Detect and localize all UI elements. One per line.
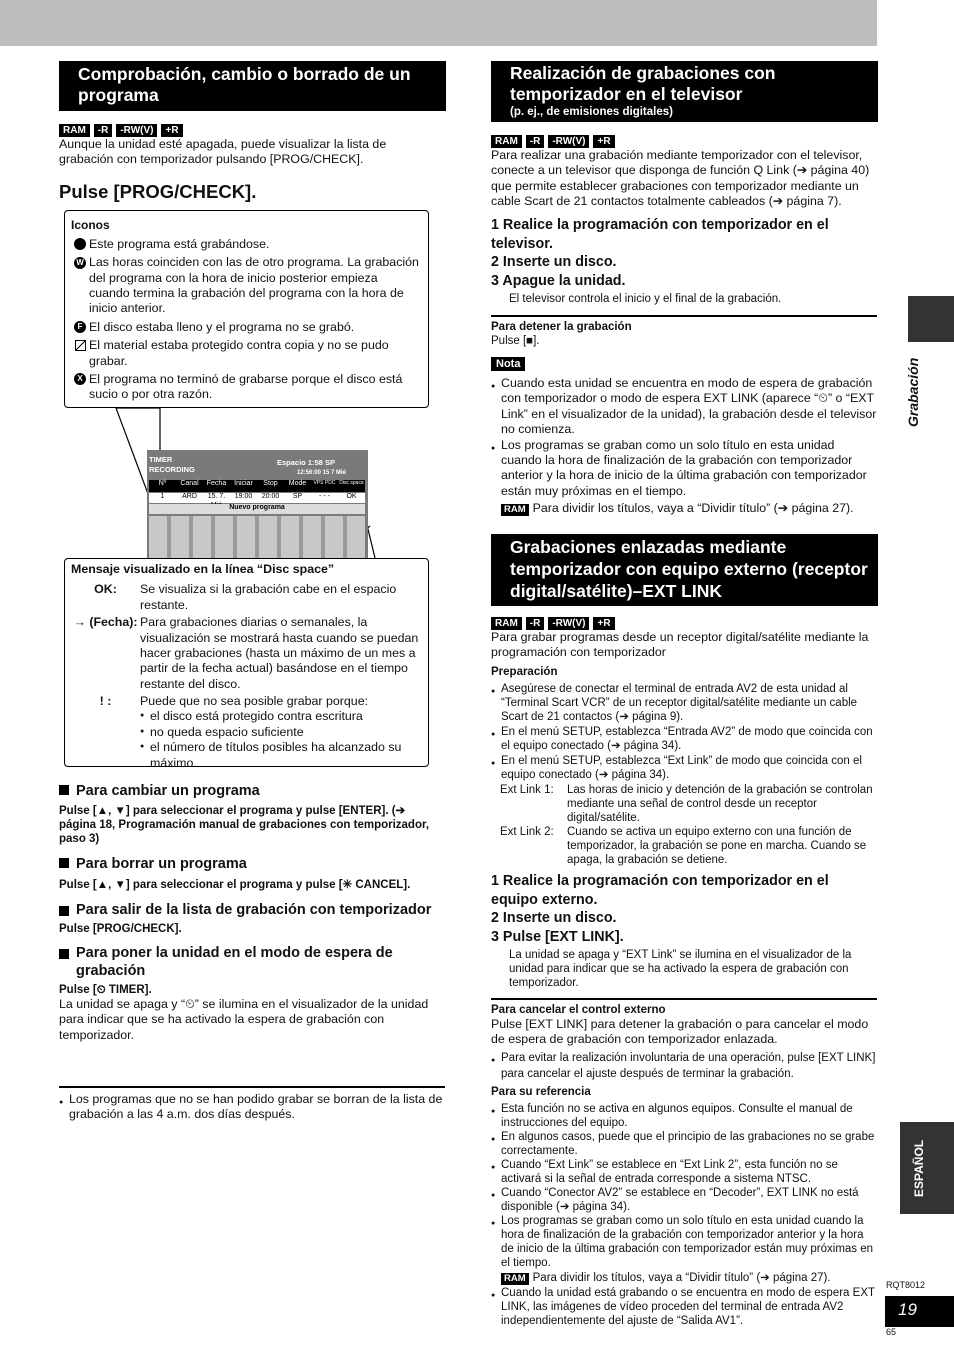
standby-body-2: La unidad se apaga y “⏲” se ilumina en el visualizador de la unidad para indicar que se ha activado la espera de grabación con temporizador. <box>59 996 429 1042</box>
change-program-title: Para cambiar un programa <box>59 783 444 801</box>
timer-recording-screen <box>147 450 368 560</box>
screen-data-row: 1 ARD 15. 7. 19:00 20:00 SP - - - OK <box>149 493 365 503</box>
icons-box <box>64 210 429 408</box>
message-box <box>64 558 429 770</box>
screen-new-program: Nuevo programa <box>149 504 365 514</box>
screen-header-row: Nº Canal Fecha Iniciar Stop Mode VPS PDC Disc space <box>149 480 365 492</box>
icons-title: Iconos <box>71 218 110 232</box>
ram-badge: RAM <box>501 504 529 516</box>
disc-tags <box>59 122 187 137</box>
tag-ram: RAM <box>59 124 90 137</box>
delete-program-body: Pulse [▲, ▼] para seleccionar el programa y pulse [✳ CANCEL]. <box>59 878 411 891</box>
subsections-left <box>59 783 444 1043</box>
icon-row-protected: El material estaba protegido contra copia y no se pudo grabar. <box>71 338 420 369</box>
change-program-body: Pulse [▲, ▼] para seleccionar el programa y pulse [ENTER]. (➔ página 18, Programación manual de grabaciones con temporizador, paso 3) <box>59 804 430 845</box>
tv-notes: ● Cuando esta unidad se encuentra en modo de espera de grabación con temporizador o modo de espera EXT LINK (aparece “⏲” o “EXT Link” en el visualizador de la unidad), la grabación desde el televisor no comienza. ● Los programas se graban como un solo título en esta unidad cuando la hora de finalización de la grabación con temporizador anterior y la hora de inicio de la última grabación con temporizador están muy próximas en el tiempo. RAM Para dividir los títulos, vaya a “Dividir título” (➔ página 27). <box>491 376 877 517</box>
screen-title: TIMER <box>149 455 173 464</box>
delete-program-title: Para borrar un programa <box>59 856 444 874</box>
pulse-heading: Pulse [PROG/CHECK]. <box>59 181 257 202</box>
tv-intro: Para realizar una grabación mediante temporizador con el televisor, conecte a un televisor que disponga de función Q Link (➔ página 40) que permite establecer grabaciones con temporizador mediante un cable Scart de 21 contactos totalmente cableados (➔ página 7). <box>491 148 870 209</box>
ext-steps: 1 Realice la programación con temporizador en el equipo externo. 2 Inserte un disco. 3 Pulse [EXT LINK]. La unidad se apaga y “EXT Link” se ilumina en el visualizador de la unidad para indicar que se ha activado la espera de grabación con temporizador. <box>491 873 852 989</box>
message-title: Mensaje visualizado en la línea “Disc space” <box>71 562 335 576</box>
left-note: ● Los programas que no se han podido grabar se borran de la lista de grabación a las 4 a.m. dos días después. <box>59 1092 444 1123</box>
exit-list-title: Para salir de la lista de grabación con temporizador <box>59 902 444 920</box>
screen-space: Espacio 1:58 SP <box>277 458 335 467</box>
side-label-grabacion: Grabación <box>905 357 921 427</box>
side-tab <box>908 296 954 342</box>
recording-dot-icon <box>74 238 86 250</box>
cancel-title: Para cancelar el control externo <box>491 1004 666 1016</box>
stop-body: Pulse [■]. <box>491 335 540 347</box>
rule-tv <box>491 315 877 317</box>
tv-steps: 1 Realice la programación con temporizador en el televisor. 2 Inserte un disco. 3 Apague la unidad. El televisor controla el inicio y el final de la grabación. <box>491 217 829 305</box>
tag-plus-r: +R <box>161 124 182 137</box>
section-title-check: Comprobación, cambio o borrado de un programa <box>59 61 446 111</box>
exit-list-body: Pulse [PROG/CHECK]. <box>59 922 182 935</box>
ext-intro: Para grabar programas desde un receptor digital/satélite mediante la programación con temporizador <box>491 630 869 660</box>
prep-title: Preparación <box>491 666 558 678</box>
stop-title: Para detener la grabación <box>491 321 632 333</box>
icon-row-recording: Este programa está grabándose. <box>71 237 420 252</box>
message-ok: OK: Se visualiza si la grabación cabe en el espacio restante. <box>94 582 397 612</box>
cancel-body: Pulse [EXT LINK] para detener la grabación o para cancelar el modo de espera de grabación con temporizador enlazada. <box>491 1017 869 1047</box>
screen-title-2: RECORDING <box>149 465 195 474</box>
message-fecha: → (Fecha): Para grabaciones diarias o semanales, la visualización se mostrará hasta cuando se puedan hacer grabaciones (hasta un máximo de un mes a partir de la fecha actual) basándose en el tiempo restante del disco. <box>73 615 419 691</box>
message-exclaim: ! : Puede que no sea posible grabar porque: <box>99 694 369 708</box>
screen-empty-rows <box>149 516 365 560</box>
ref-title: Para su referencia <box>491 1086 591 1098</box>
tag-rwv: -RW(V) <box>116 124 157 137</box>
message-bullets: ● el disco está protegido contra escritura ● no queda espacio suficiente ● el número de títulos posibles ha alcanzado su máximo. <box>140 709 420 771</box>
ref-list: ● Esta función no se activa en algunos equipos. Consulte el manual de instrucciones del equipo. ● En algunos casos, puede que el principio de las grabaciones no se grabe correctamente. ● Cuando “Ext Link” se establece en “Ext Link 2”, esta función no se activará si la señal de entrada corresponde a sistema NTSC. ● Cuando “Conector AV2” se establece en “Decoder”, EXT LINK no está disponible (➔ página 34). ● Los programas se graban como un solo título en esta unidad cuando la hora de finalización de la grabación con temporizador anterior y la hora de inicio de la última grabación con temporizador están muy próximas en el tiempo. RAM Para dividir los títulos, vaya a “Dividir título” (➔ página 27). ● Cuando la unidad está grabando o se encuentra en modo de espera EXT LINK, las imágenes de vídeo proceden del terminal de entrada AV2 independientemente del ajuste de “Salida AV1”. <box>491 1102 877 1328</box>
page-number: 19 <box>885 1296 954 1327</box>
rule-ext <box>491 998 877 1000</box>
disc-tags-ext: RAM -R -RW(V) +R <box>491 615 619 630</box>
small-page-number: 65 <box>886 1327 897 1337</box>
rule-left <box>59 1086 445 1088</box>
model-number: RQT8012 <box>886 1280 926 1290</box>
icon-row-full: F El disco estaba lleno y el programa no se grabó. <box>71 320 420 335</box>
prep-list: ● Asegúrese de conectar el terminal de entrada AV2 de esta unidad al “Terminal Scart VCR” de un receptor digital/satélite mediante un cable Scart de 21 contactos (➔ página 9). ● En el menú SETUP, establezca “Entrada AV2” de modo que coincida con el equipo conectado (➔ página 34). ● En el menú SETUP, establezca “Ext Link” de modo que coincida con el equipo conectado (➔ página 34). Ext Link 1: Las horas de inicio y detención de la grabación se controlan mediante una señal de control desde un receptor digital/satélite. Ext Link 2: Cuando se activa un equipo externo con una función de temporizador, la grabación se pone en marcha. Cuando se apaga, la grabación se detiene. <box>491 682 877 867</box>
x-icon: X <box>74 373 86 385</box>
icon-row-overlap: W Las horas coinciden con las de otro programa. La grabación del programa con la hora de inicio posterior empieza cuando termina la grabación del programa con la hora de inicio anterior. <box>71 255 420 317</box>
intro-text: Aunque la unidad esté apagada, puede visualizar la lista de grabación con temporizador pulsando [PROG/CHECK]. <box>59 137 387 167</box>
section-title-ext-link: Grabaciones enlazadas mediante temporizador con equipo externo (receptor digital/satélite)–EXT LINK <box>491 534 878 606</box>
w-icon: W <box>74 257 86 269</box>
icon-row-error: X El programa no terminó de grabarse porque el disco está sucio o por otra razón. <box>71 372 420 403</box>
standby-title: Para poner la unidad en el modo de espera de grabación <box>59 945 444 981</box>
cancel-bullet: ● Para evitar la realización involuntaria de una operación, pulse [EXT LINK] para cancelar el ajuste después de terminar la grabación. <box>491 1050 877 1082</box>
tag-r: -R <box>94 124 113 137</box>
copy-protect-icon <box>75 340 86 351</box>
standby-body-1: Pulse [⏲ TIMER]. <box>59 983 152 996</box>
nota-badge: Nota <box>491 357 525 371</box>
disc-tags-tv: RAM -R -RW(V) +R <box>491 133 619 148</box>
section-title-tv: Realización de grabaciones con temporizador en el televisor (p. ej., de emisiones digitales) <box>491 61 878 122</box>
side-label-espanol: ESPAÑOL <box>900 1122 954 1214</box>
screen-time: 12:56:00 15 7 Mié <box>297 470 347 476</box>
f-icon: F <box>74 321 86 333</box>
top-bar <box>0 0 877 46</box>
